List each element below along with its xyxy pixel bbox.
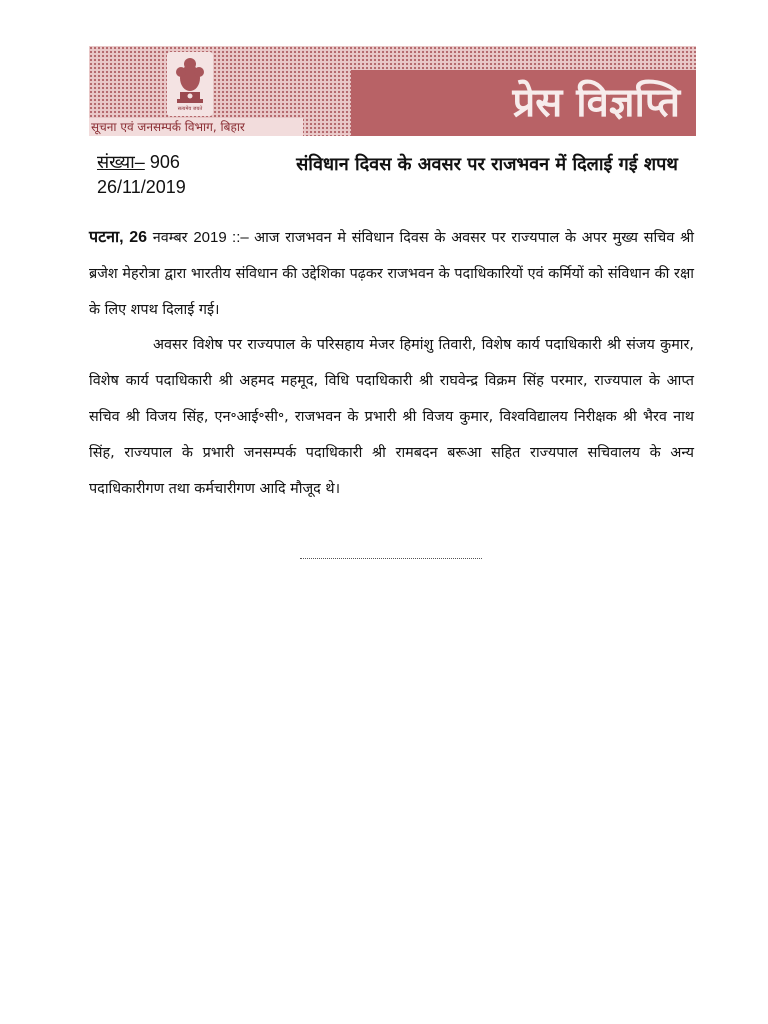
end-dotted-line [300,548,482,559]
ashoka-emblem-icon [167,52,213,116]
press-release-title: प्रेस विज्ञप्ति [351,70,696,136]
dateline: पटना, 26 [89,229,148,246]
reference-number: 906 [149,152,180,172]
emblem-motto: सत्यमेव जयते [177,106,203,112]
headline: संविधान दिवस के अवसर पर राजभवन में दिलाई गई शपथ [296,154,678,175]
paragraph-2: अवसर विशेष पर राज्यपाल के परिसहाय मेजर हिमांशु तिवारी, विशेष कार्य पदाधिकारी श्री संजय कुमार, विशेष कार्य पदाधिकारी श्री अहमद महमूद, विधि पदाधिकारी श्री राघवेन्द्र विक्रम सिंह परमार, राज्यपाल के आप्त सचिव श्री विजय सिंह, एन॰आई॰सी॰, राजभवन के प्रभारी श्री विजय कुमार, विश्वविद्यालय निरीक्षक श्री भैरव नाथ सिंह, राज्यपाल के प्रभारी जनसम्पर्क पदाधिकारी श्री रामबदन बरूआ सहित राज्यपाल सचिवालय के अन्य पदाधिकारीगण तथा कर्मचारीगण आदि मौजूद थे। [89,337,694,497]
reference-block [97,150,186,200]
dateline-separator: ::– [226,229,255,246]
reference-date: 26/11/2019 [97,177,186,197]
dateline-year: 2019 [193,229,227,246]
reference-number-label: संख्या– [97,152,145,172]
paragraph-1-text: आज राजभवन मे संविधान दिवस के अवसर पर राज्यपाल के अपर मुख्य सचिव श्री ब्रजेश मेहरोत्रा द्वारा भारतीय संविधान की उद्देशिका पढ़कर राजभवन के पदाधिकारियों एवं कर्मियों को संविधान की रक्षा के लिए शपथ दिलाई गई। [89,230,694,318]
press-release-body [89,220,694,507]
press-release-banner [89,46,696,136]
paragraph-1 [89,220,694,328]
dateline-month: नवम्बर [147,230,194,246]
department-name: सूचना एवं जनसम्पर्क विभाग, बिहार [89,118,303,136]
